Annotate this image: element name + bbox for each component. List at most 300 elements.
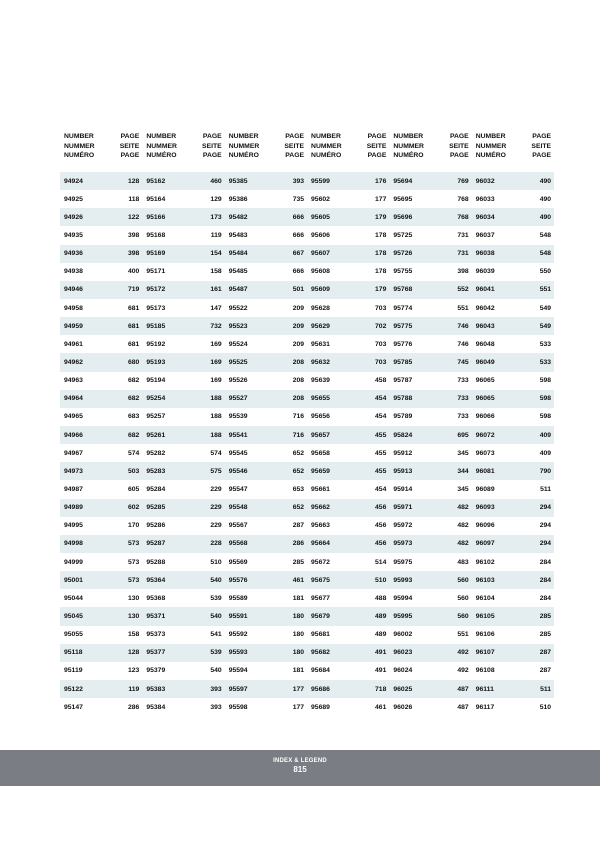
part-number: 94963 (64, 377, 83, 385)
page-reference: 123 (128, 667, 140, 675)
part-number: 95193 (146, 358, 166, 366)
page-reference: 294 (539, 540, 552, 548)
page-reference: 177 (292, 703, 305, 711)
page-reference: 398 (128, 231, 140, 239)
part-number: 95663 (311, 522, 330, 530)
part-number: 95172 (146, 286, 166, 294)
page-reference: 169 (210, 358, 222, 366)
part-number: 95659 (311, 467, 330, 475)
part-number: 95385 (228, 177, 248, 185)
header-page-label: SEITE (119, 142, 140, 150)
page-reference: 510 (375, 576, 387, 584)
part-number: 95171 (146, 268, 166, 276)
page-reference: 490 (539, 213, 552, 221)
page-reference: 548 (539, 231, 552, 239)
part-number: 95686 (311, 685, 330, 693)
part-number: 95547 (228, 485, 248, 493)
part-number: 95257 (146, 413, 166, 421)
page-reference: 540 (210, 667, 222, 675)
page-reference: 398 (128, 250, 140, 258)
part-number: 95522 (228, 304, 248, 312)
page-reference: 128 (128, 649, 140, 657)
part-number: 95284 (146, 485, 166, 493)
part-number: 96037 (475, 231, 495, 239)
page-reference: 345 (457, 449, 469, 457)
page-reference: 575 (210, 467, 222, 475)
page-reference: 460 (210, 177, 222, 185)
table-row (60, 299, 554, 317)
part-number: 96111 (475, 685, 494, 693)
table-row (60, 335, 554, 353)
part-number: 94958 (64, 304, 83, 312)
table-row (60, 698, 554, 716)
page-reference: 681 (128, 322, 140, 330)
part-number: 94989 (64, 504, 83, 512)
header-number (225, 132, 278, 164)
page-reference: 666 (292, 213, 305, 221)
page-reference: 511 (540, 485, 552, 493)
page-reference: 286 (292, 540, 305, 548)
header-number-label: NUMMER (311, 142, 342, 150)
part-number: 95628 (311, 304, 330, 312)
page-reference: 285 (539, 612, 552, 620)
part-number: 95118 (64, 649, 83, 657)
page-reference: 488 (375, 594, 387, 602)
page-reference: 549 (539, 304, 552, 312)
page-reference: 682 (128, 377, 140, 385)
page-reference: 209 (292, 340, 305, 348)
page-reference: 666 (292, 268, 305, 276)
part-number: 95194 (146, 377, 166, 385)
page-reference: 490 (539, 195, 552, 203)
header-number-label: NUMBER (228, 133, 259, 140)
part-number: 96038 (475, 250, 495, 258)
header-page-label: PAGE (120, 152, 140, 160)
part-number: 95055 (64, 631, 83, 639)
page-reference: 456 (375, 540, 387, 548)
table-row (60, 245, 554, 263)
page-reference: 147 (210, 304, 222, 312)
part-number: 94925 (64, 195, 83, 203)
page-reference: 393 (210, 703, 222, 711)
page-reference: 458 (375, 377, 387, 385)
part-number: 96066 (475, 413, 495, 421)
header-page-label: PAGE (532, 133, 552, 140)
page-reference: 551 (457, 304, 469, 312)
header-number-label: NUMÉRO (228, 152, 259, 160)
part-number: 94965 (64, 413, 83, 421)
table-row (60, 462, 554, 480)
part-number: 95975 (393, 558, 413, 566)
page-reference: 573 (128, 558, 140, 566)
page-reference: 703 (375, 304, 387, 312)
page-reference: 539 (210, 649, 222, 657)
page-reference: 178 (375, 250, 387, 258)
page-reference: 560 (457, 576, 469, 584)
header-page (443, 132, 472, 164)
page-reference: 181 (292, 667, 305, 675)
table-row (60, 589, 554, 607)
table-row (60, 190, 554, 208)
page-reference: 128 (128, 177, 140, 185)
page-reference: 294 (539, 504, 552, 512)
page-reference: 652 (292, 467, 305, 475)
header-page-label: PAGE (367, 133, 387, 140)
part-number: 96042 (475, 304, 495, 312)
part-number: 95147 (64, 703, 83, 711)
part-number: 95589 (228, 594, 248, 602)
table-row (60, 226, 554, 244)
page-reference: 287 (539, 649, 552, 657)
page-reference: 158 (128, 631, 140, 639)
part-number: 95725 (393, 231, 413, 239)
part-number: 95484 (228, 250, 248, 258)
part-number: 95973 (393, 540, 413, 548)
page-reference: 180 (292, 612, 305, 620)
part-number: 95525 (228, 358, 248, 366)
part-number: 96103 (475, 576, 495, 584)
page-reference: 560 (457, 612, 469, 620)
page-reference: 178 (375, 231, 387, 239)
part-number: 95001 (64, 576, 83, 584)
page-reference: 229 (210, 504, 222, 512)
header-number-label: NUMBER (475, 133, 506, 140)
page-reference: 285 (292, 558, 305, 566)
page-reference: 574 (210, 449, 222, 457)
part-number: 94987 (64, 485, 83, 493)
part-number: 95545 (228, 449, 248, 457)
page-reference: 598 (539, 395, 552, 403)
header-page-label: PAGE (367, 152, 387, 160)
page-reference: 602 (128, 504, 140, 512)
part-number: 95789 (393, 413, 413, 421)
page-reference: 682 (128, 431, 140, 439)
part-number: 95787 (393, 377, 413, 385)
header-number (472, 132, 525, 164)
part-number: 95775 (393, 322, 413, 330)
part-number: 95169 (146, 250, 166, 258)
part-number: 94966 (64, 431, 83, 439)
part-number: 95287 (146, 540, 166, 548)
page-reference: 548 (539, 250, 552, 258)
part-number: 95912 (393, 449, 413, 457)
part-number: 95607 (311, 250, 330, 258)
part-number: 95679 (311, 612, 330, 620)
part-number: 96093 (475, 504, 495, 512)
page-reference: 179 (375, 286, 387, 294)
part-number: 96041 (475, 286, 495, 294)
page-reference: 718 (375, 685, 387, 693)
page-reference: 719 (128, 286, 140, 294)
part-number: 95639 (311, 377, 330, 385)
page-reference: 180 (292, 649, 305, 657)
page-reference: 492 (457, 667, 469, 675)
page-reference: 652 (292, 449, 305, 457)
page-reference: 208 (292, 358, 305, 366)
part-number: 95602 (311, 195, 330, 203)
part-number: 95658 (311, 449, 330, 457)
part-number: 96048 (475, 340, 495, 348)
page-reference: 574 (128, 449, 140, 457)
table-row (60, 571, 554, 589)
part-number: 95288 (146, 558, 166, 566)
part-number: 95657 (311, 431, 330, 439)
page-reference: 393 (292, 177, 305, 185)
page-reference: 666 (292, 231, 305, 239)
part-number: 96104 (475, 594, 495, 602)
table-header (60, 132, 554, 164)
header-number-label: NUMMER (475, 142, 507, 150)
table-row (60, 444, 554, 462)
page-reference: 284 (539, 558, 552, 566)
table-row (60, 553, 554, 571)
part-number: 95568 (228, 540, 248, 548)
table-row (60, 353, 554, 371)
page-reference: 703 (375, 340, 387, 348)
part-number: 96065 (475, 377, 495, 385)
part-number: 95677 (311, 594, 330, 602)
page-reference: 409 (539, 449, 552, 457)
header-page (360, 132, 389, 164)
page-reference: 209 (292, 304, 305, 312)
page-reference: 491 (375, 649, 387, 657)
table-row (60, 535, 554, 553)
page-reference: 130 (128, 594, 140, 602)
page-reference: 667 (292, 250, 305, 258)
part-number: 95631 (311, 340, 330, 348)
header-page (196, 132, 225, 164)
part-number: 95675 (311, 576, 330, 584)
part-number: 95632 (311, 358, 330, 366)
header-number-label: NUMÉRO (393, 152, 424, 160)
table-row (60, 172, 554, 190)
part-number: 95384 (146, 703, 166, 711)
page-reference: 490 (539, 177, 552, 185)
page-reference: 487 (457, 685, 469, 693)
page-reference: 482 (457, 540, 469, 548)
header-number (60, 132, 113, 164)
part-number: 95768 (393, 286, 413, 294)
part-number: 95776 (393, 340, 413, 348)
part-number: 95994 (393, 594, 413, 602)
part-number: 95993 (393, 576, 413, 584)
part-number: 95629 (311, 322, 330, 330)
header-page-label: SEITE (531, 142, 552, 150)
header-number (389, 132, 442, 164)
header-page-label: SEITE (449, 142, 469, 150)
page-reference: 461 (375, 703, 387, 711)
page-reference: 345 (457, 485, 469, 493)
table-row (60, 408, 554, 426)
page-reference: 393 (210, 685, 222, 693)
table-row (60, 499, 554, 517)
part-number: 95168 (146, 231, 166, 239)
part-number: 95608 (311, 268, 330, 276)
part-number: 95044 (64, 594, 83, 602)
page-reference: 119 (128, 685, 140, 693)
header-page (525, 132, 554, 164)
page-reference: 731 (457, 250, 469, 258)
page-reference: 539 (210, 594, 222, 602)
table-body (60, 172, 554, 716)
part-number: 95567 (228, 522, 248, 530)
part-number: 95788 (393, 395, 413, 403)
part-number: 96039 (475, 268, 495, 276)
part-number: 94926 (64, 213, 83, 221)
part-number: 95546 (228, 467, 248, 475)
page-reference: 454 (375, 413, 387, 421)
header-number-label: NUMMER (146, 142, 177, 150)
page-reference: 551 (457, 631, 469, 639)
part-number: 96034 (475, 213, 495, 221)
part-number: 95592 (228, 631, 248, 639)
page-reference: 510 (210, 558, 222, 566)
page-reference: 731 (457, 231, 469, 239)
table-row (60, 480, 554, 498)
page-reference: 119 (210, 231, 222, 239)
page-reference: 154 (210, 250, 222, 258)
part-number: 94967 (64, 449, 83, 457)
part-number: 96105 (475, 612, 495, 620)
page-reference: 228 (210, 540, 222, 548)
page-reference: 180 (292, 631, 305, 639)
table-row (60, 263, 554, 281)
page-reference: 680 (128, 358, 140, 366)
part-number: 96081 (475, 467, 495, 475)
part-number: 96024 (393, 667, 413, 675)
page-reference: 550 (539, 268, 552, 276)
part-number: 95913 (393, 467, 413, 475)
page-reference: 208 (292, 377, 305, 385)
part-number: 95173 (146, 304, 166, 312)
table-row (60, 208, 554, 226)
header-page-label: PAGE (202, 133, 222, 140)
page-reference: 188 (210, 431, 222, 439)
page-reference: 510 (539, 703, 552, 711)
header-number-label: NUMBER (64, 133, 94, 140)
table-row (60, 626, 554, 644)
part-number: 95485 (228, 268, 248, 276)
part-number: 95824 (393, 431, 413, 439)
page-reference: 653 (292, 485, 305, 493)
part-number: 95774 (393, 304, 413, 312)
part-number: 96107 (475, 649, 495, 657)
part-number: 96097 (475, 540, 495, 548)
part-number: 95166 (146, 213, 166, 221)
header-page-label: SEITE (202, 142, 222, 150)
part-number: 95597 (228, 685, 248, 693)
part-number: 96106 (475, 631, 495, 639)
part-number: 95192 (146, 340, 166, 348)
page-reference: 733 (457, 413, 469, 421)
page-reference: 400 (128, 268, 140, 276)
page-reference: 177 (292, 685, 305, 693)
part-number: 95185 (146, 322, 166, 330)
page-reference: 173 (210, 213, 222, 221)
part-number: 94961 (64, 340, 83, 348)
part-number: 96096 (475, 522, 495, 530)
page-footer (0, 750, 600, 786)
page-reference: 501 (292, 286, 305, 294)
page-reference: 746 (457, 322, 469, 330)
header-page-label: PAGE (449, 152, 469, 160)
header-page-label: PAGE (120, 133, 140, 140)
part-number: 95483 (228, 231, 248, 239)
page-reference: 533 (539, 358, 552, 366)
page-reference: 208 (292, 395, 305, 403)
part-number: 95661 (311, 485, 330, 493)
part-number: 95548 (228, 504, 248, 512)
part-number: 95605 (311, 213, 330, 221)
part-number: 96072 (475, 431, 495, 439)
page-reference: 703 (375, 358, 387, 366)
page-reference: 285 (539, 631, 552, 639)
table-row (60, 680, 554, 698)
header-number-label: NUMBER (393, 133, 424, 140)
page-reference: 455 (375, 449, 387, 457)
part-number: 96117 (475, 703, 495, 711)
part-number: 95527 (228, 395, 248, 403)
part-number: 94973 (64, 467, 83, 475)
index-table (60, 132, 554, 716)
part-number: 95995 (393, 612, 413, 620)
part-number: 96023 (393, 649, 413, 657)
table-row (60, 317, 554, 335)
page-reference: 169 (210, 377, 222, 385)
part-number: 96065 (475, 395, 495, 403)
part-number: 95672 (311, 558, 330, 566)
header-number-label: NUMBER (146, 133, 177, 140)
page-reference: 229 (210, 485, 222, 493)
part-number: 94959 (64, 322, 83, 330)
part-number: 95594 (228, 667, 248, 675)
part-number: 96025 (393, 685, 413, 693)
page-reference: 769 (457, 177, 469, 185)
page-reference: 229 (210, 522, 222, 530)
page-reference: 209 (292, 322, 305, 330)
page-reference: 598 (539, 377, 552, 385)
part-number: 95598 (228, 703, 248, 711)
page-reference: 573 (128, 576, 140, 584)
page-reference: 533 (539, 340, 552, 348)
page-reference: 768 (457, 195, 469, 203)
header-number (142, 132, 195, 164)
part-number: 95655 (311, 395, 330, 403)
part-number: 94995 (64, 522, 83, 530)
part-number: 95282 (146, 449, 166, 457)
page-reference: 514 (375, 558, 387, 566)
part-number: 94938 (64, 268, 83, 276)
page-reference: 177 (375, 195, 387, 203)
part-number: 95487 (228, 286, 248, 294)
part-number: 95162 (146, 177, 166, 185)
page-reference: 746 (457, 340, 469, 348)
part-number: 95569 (228, 558, 248, 566)
part-number: 95285 (146, 504, 166, 512)
page-reference: 188 (210, 395, 222, 403)
part-number: 96089 (475, 485, 495, 493)
part-number: 95599 (311, 177, 330, 185)
part-number: 96043 (475, 322, 495, 330)
part-number: 96073 (475, 449, 495, 457)
page-reference: 284 (539, 594, 552, 602)
part-number: 95119 (64, 667, 83, 675)
header-number-label: NUMÉRO (311, 152, 342, 160)
header-page (278, 132, 307, 164)
part-number: 94962 (64, 358, 83, 366)
page-reference: 503 (128, 467, 140, 475)
table-row (60, 517, 554, 535)
